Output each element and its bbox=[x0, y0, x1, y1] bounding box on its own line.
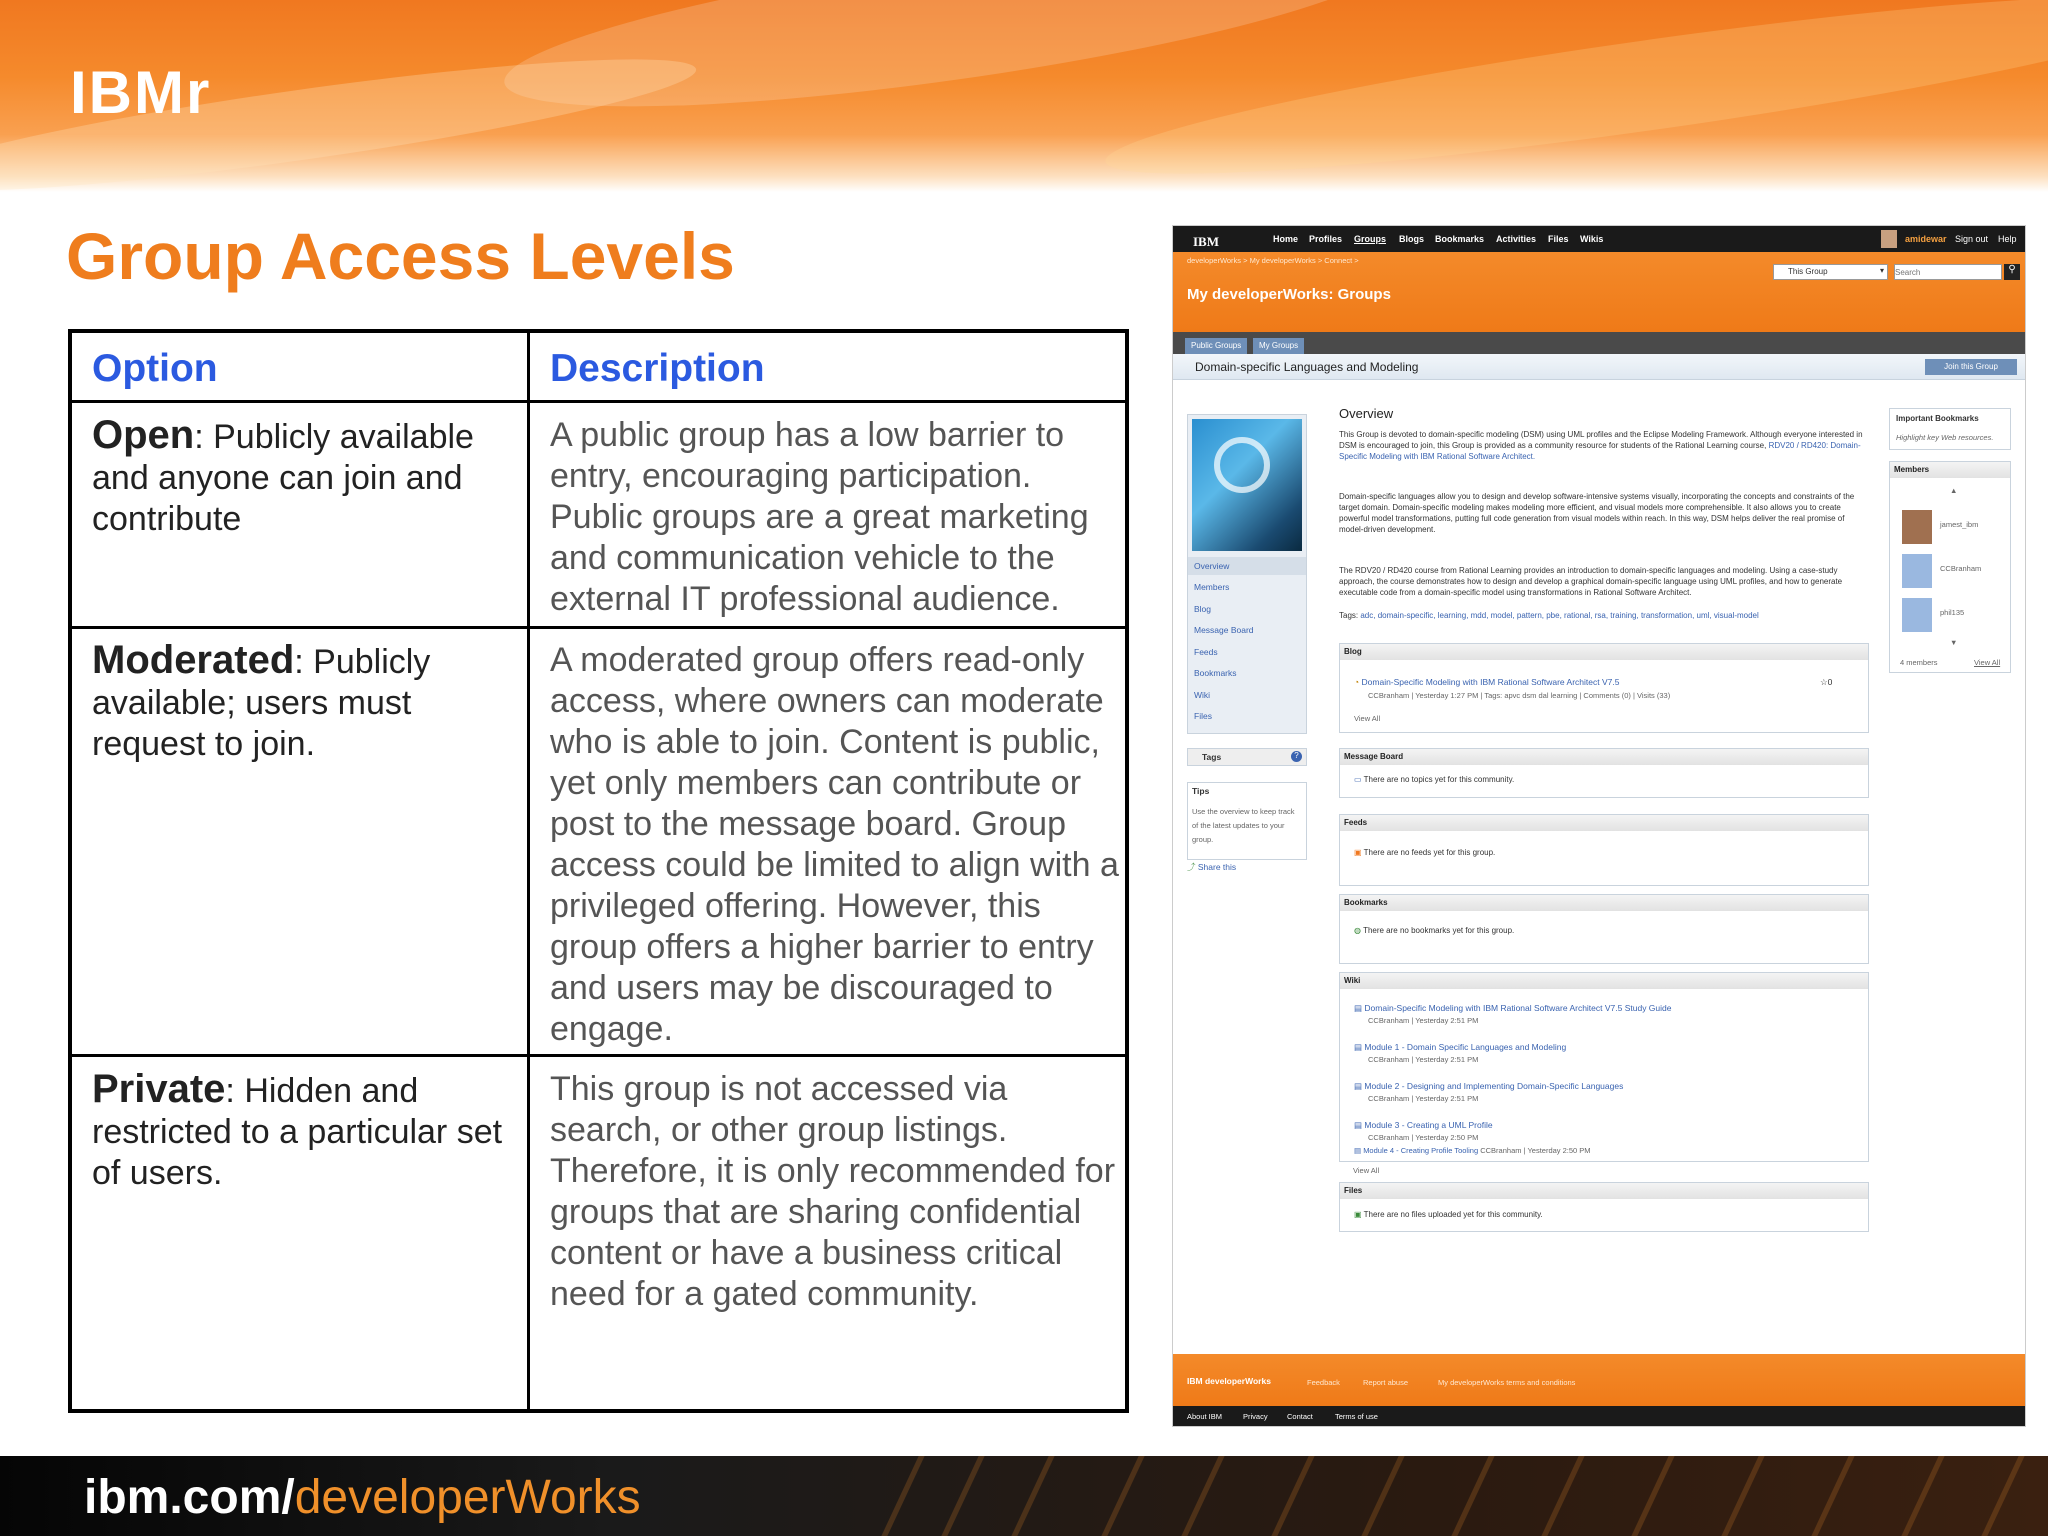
left-nav-members[interactable]: Members bbox=[1194, 582, 1230, 592]
help-link[interactable]: Help bbox=[1998, 234, 2017, 244]
option-detail: : Hidden and restricted to a particular set of users. bbox=[92, 1072, 503, 1192]
overview-title: Overview bbox=[1339, 406, 1394, 421]
member-name[interactable]: CCBranham bbox=[1940, 564, 1982, 573]
blog-entry-title: Domain-Specific Modeling with IBM Rational Software Architect V7.5 bbox=[1361, 677, 1620, 687]
wiki-view-all[interactable]: View All bbox=[1353, 1166, 1380, 1175]
footer-link[interactable]: About IBM bbox=[1187, 1412, 1223, 1421]
files-empty bbox=[1354, 1209, 1543, 1220]
member-name[interactable]: phil135 bbox=[1940, 608, 1965, 617]
access-levels-table bbox=[68, 329, 1129, 1413]
tips-panel bbox=[1187, 782, 1307, 860]
wiki-entry-title: Module 4 - Creating Profile Tooling bbox=[1363, 1146, 1479, 1155]
group-title-bar bbox=[1173, 354, 2025, 380]
chevron-down-icon: ▾ bbox=[1879, 266, 1884, 275]
top-nav-bar bbox=[1173, 226, 2025, 252]
tips-text: Use the overview to keep track of the latest updates to your group. bbox=[1192, 807, 1295, 844]
feeds-panel bbox=[1339, 814, 1869, 886]
left-nav-overview[interactable]: Overview bbox=[1194, 561, 1230, 571]
wiki-entry-meta: CCBranham | Yesterday 2:50 PM bbox=[1480, 1146, 1591, 1155]
left-nav-feeds[interactable]: Feeds bbox=[1194, 647, 1218, 657]
feeds-title: Feeds bbox=[1340, 815, 1868, 831]
wiki-page-icon: ▤ bbox=[1354, 1146, 1362, 1155]
feeds-text: There are no feeds yet for this group. bbox=[1363, 848, 1496, 857]
help-icon[interactable]: ? bbox=[1291, 751, 1302, 762]
slide-footer bbox=[0, 1456, 2048, 1536]
description-open: A public group has a low barrier to entry, encouraging participation. Public groups are a great marketing and communication vehicle to the external IT professional audience. bbox=[550, 416, 1089, 618]
bookmarks-empty bbox=[1354, 925, 1514, 936]
tags-panel[interactable] bbox=[1187, 748, 1307, 766]
nav-bookmarks[interactable]: Bookmarks bbox=[1435, 234, 1485, 244]
refresh-icon bbox=[1214, 437, 1270, 493]
wiki-entry[interactable] bbox=[1354, 1003, 1672, 1014]
footer-link[interactable]: IBM developerWorks bbox=[1187, 1376, 1271, 1386]
wiki-entry-meta: CCBranham | Yesterday 2:51 PM bbox=[1368, 1016, 1479, 1025]
join-group-button[interactable]: Join this Group bbox=[1925, 359, 2017, 375]
option-moderated bbox=[92, 640, 512, 765]
files-panel bbox=[1339, 1182, 1869, 1232]
file-icon: ▣ bbox=[1354, 1210, 1362, 1219]
important-bookmarks-text: Highlight key Web resources. bbox=[1896, 433, 1994, 442]
files-title: Files bbox=[1340, 1183, 1868, 1199]
blog-title: Blog bbox=[1340, 644, 1868, 660]
option-name: Moderated bbox=[92, 638, 295, 682]
member-count: 4 members bbox=[1900, 658, 1938, 667]
rss-icon: ▣ bbox=[1354, 848, 1362, 857]
bookmarks-title: Bookmarks bbox=[1340, 895, 1868, 911]
message-board-empty bbox=[1354, 774, 1514, 785]
nav-files[interactable]: Files bbox=[1548, 234, 1569, 244]
ibm-logo: IBMr bbox=[70, 59, 212, 126]
wiki-entry[interactable] bbox=[1354, 1081, 1623, 1092]
wiki-entry-meta: CCBranham | Yesterday 2:50 PM bbox=[1368, 1133, 1479, 1142]
blog-panel bbox=[1339, 643, 1869, 733]
members-view-all[interactable]: View All bbox=[1974, 658, 2001, 667]
nav-home[interactable]: Home bbox=[1273, 234, 1299, 244]
tab-public-groups[interactable]: Public Groups bbox=[1185, 338, 1247, 354]
footer-link[interactable]: Feedback bbox=[1307, 1378, 1340, 1387]
groups-screenshot bbox=[1172, 225, 2026, 1427]
groups-tabs bbox=[1173, 332, 2025, 354]
wiki-page-icon: ▤ bbox=[1354, 1042, 1363, 1052]
wiki-title: Wiki bbox=[1340, 973, 1868, 989]
overview-paragraph-3: The RDV20 / RD420 course from Rational Learning provides an introduction to domain-specific languages and modeling. Using a case-study approach, the course demonstrates how to design and develop a graphical domain-specific language using UML profiles, and how to generate executable code from a domain-specific model using transformations in Rational Software Architect. bbox=[1339, 566, 1843, 597]
table-column-divider bbox=[527, 333, 530, 1409]
nav-wikis[interactable]: Wikis bbox=[1580, 234, 1604, 244]
footer-link[interactable]: Terms of use bbox=[1335, 1412, 1378, 1421]
message-board-title: Message Board bbox=[1340, 749, 1868, 765]
overview-paragraph-2: Domain-specific languages allow you to design and develop software-intensive systems visually, incorporating the concepts and constraints of the target domain. Domain-specific modeling makes modeling more efficient, and visual models more comprehensible. It also allows you to create powerful model transformations, putting full code generation from visual models within reach. In this way, DSM helps deliver the real promise of model-driven development. bbox=[1339, 492, 1855, 534]
message-board-panel bbox=[1339, 748, 1869, 798]
header-option: Option bbox=[92, 347, 218, 390]
footer-link[interactable]: Report abuse bbox=[1363, 1378, 1409, 1387]
tab-my-groups[interactable]: My Groups bbox=[1253, 338, 1304, 354]
left-nav-bookmarks[interactable]: Bookmarks bbox=[1194, 668, 1237, 678]
scope-select-value: This Group bbox=[1788, 267, 1828, 276]
left-nav-panel bbox=[1187, 414, 1307, 734]
wiki-entry-title: Domain-Specific Modeling with IBM Rational Software Architect V7.5 Study Guide bbox=[1364, 1003, 1672, 1013]
table-row-divider bbox=[72, 400, 1125, 403]
signout-link[interactable]: Sign out bbox=[1955, 234, 1989, 244]
tags-label: Tags bbox=[1202, 752, 1222, 762]
wiki-entry-title: Module 2 - Designing and Implementing Domain-Specific Languages bbox=[1364, 1081, 1624, 1091]
page-footer-bar bbox=[1173, 1406, 2025, 1427]
nav-blogs[interactable]: Blogs bbox=[1399, 234, 1425, 244]
blog-entry[interactable] bbox=[1354, 677, 1619, 688]
table-row-divider bbox=[72, 1054, 1125, 1057]
url-suffix: developerWorks bbox=[294, 1471, 641, 1524]
share-icon: ⤴ bbox=[1187, 862, 1196, 872]
nav-activities[interactable]: Activities bbox=[1496, 234, 1537, 244]
wiki-page-icon: ▤ bbox=[1354, 1003, 1363, 1013]
option-open bbox=[92, 415, 512, 540]
member-avatar bbox=[1902, 598, 1932, 632]
option-detail: : Publicly available; users must request to join. bbox=[92, 643, 431, 763]
bookmarks-panel bbox=[1339, 894, 1869, 964]
slide-title: Group Access Levels bbox=[66, 219, 735, 293]
important-bookmarks-panel bbox=[1889, 408, 2011, 450]
breadcrumb[interactable]: developerWorks > My developerWorks > Connect > bbox=[1187, 256, 1359, 265]
members-panel bbox=[1889, 461, 2011, 673]
description-private: This group is not accessed via search, or other group listings. Therefore, it is only recommended for groups that are sharing confidential content or have a business critical need for a gated community. bbox=[550, 1070, 1116, 1313]
wiki-entry[interactable] bbox=[1354, 1145, 1591, 1156]
wiki-page-icon: ▤ bbox=[1354, 1081, 1363, 1091]
message-board-text: There are no topics yet for this community. bbox=[1363, 775, 1515, 784]
overview-tags bbox=[1339, 610, 1867, 621]
wiki-entry[interactable] bbox=[1354, 1042, 1566, 1053]
member-avatar bbox=[1902, 510, 1932, 544]
member-avatar bbox=[1902, 554, 1932, 588]
vote-count: 0 bbox=[1827, 677, 1833, 687]
wiki-entry-meta: CCBranham | Yesterday 2:51 PM bbox=[1368, 1094, 1479, 1103]
search-input[interactable] bbox=[1894, 264, 2002, 280]
blog-view-all[interactable]: View All bbox=[1354, 714, 1381, 723]
option-name: Open bbox=[92, 413, 195, 457]
slide-banner bbox=[0, 0, 2048, 192]
wiki-entry[interactable] bbox=[1354, 1120, 1493, 1131]
share-link[interactable] bbox=[1187, 862, 1236, 873]
feeds-empty bbox=[1354, 847, 1495, 858]
option-name: Private bbox=[92, 1067, 226, 1111]
overview-paragraph-1 bbox=[1339, 429, 1867, 462]
members-title: Members bbox=[1890, 462, 2010, 478]
user-name[interactable]: amidewar bbox=[1905, 234, 1947, 244]
tags-line-label: Tags: bbox=[1339, 611, 1359, 620]
tag-links[interactable]: adc, domain-specific, learning, mdd, model, pattern, pbe, rational, rsa, training, transformation, uml, visual-model bbox=[1360, 611, 1759, 620]
wiki-panel bbox=[1339, 972, 1869, 1162]
left-nav-message-board[interactable]: Message Board bbox=[1194, 625, 1254, 635]
course-link[interactable]: RDV20 / RD420: Domain-Specific Modeling with IBM Rational Software Architect. bbox=[1339, 441, 1861, 461]
nav-ibm-logo: IBM bbox=[1193, 234, 1219, 249]
wiki-page-icon: ▤ bbox=[1354, 1120, 1363, 1130]
wiki-entry-meta: CCBranham | Yesterday 2:51 PM bbox=[1368, 1055, 1479, 1064]
footer-link[interactable]: Contact bbox=[1287, 1412, 1313, 1421]
footer-link[interactable]: Privacy bbox=[1243, 1412, 1268, 1421]
groups-header bbox=[1173, 252, 2025, 332]
left-nav-wiki[interactable]: Wiki bbox=[1194, 690, 1211, 700]
board-icon: ▭ bbox=[1354, 775, 1362, 784]
table-row-divider bbox=[72, 626, 1125, 629]
star-icon: ☆ bbox=[1820, 677, 1828, 687]
bookmarks-text: There are no bookmarks yet for this group. bbox=[1363, 926, 1515, 935]
tips-label: Tips bbox=[1192, 786, 1210, 796]
option-private bbox=[92, 1069, 512, 1194]
user-avatar bbox=[1881, 230, 1897, 248]
scroll-up-icon[interactable]: ▲ bbox=[1950, 486, 1958, 495]
important-bookmarks-title: Important Bookmarks bbox=[1896, 414, 1979, 423]
wiki-entry-title: Module 3 - Creating a UML Profile bbox=[1364, 1120, 1493, 1130]
group-name: Domain-specific Languages and Modeling bbox=[1195, 360, 1419, 374]
globe-icon: ◍ bbox=[1354, 926, 1361, 935]
share-label: Share this bbox=[1197, 862, 1237, 872]
vote-control[interactable] bbox=[1820, 677, 1832, 688]
scroll-down-icon[interactable]: ▼ bbox=[1950, 638, 1958, 647]
ibm-developerworks-url bbox=[84, 1470, 641, 1525]
nav-profiles[interactable]: Profiles bbox=[1309, 234, 1343, 244]
footer-link[interactable]: My developerWorks terms and conditions bbox=[1438, 1378, 1576, 1387]
files-text: There are no files uploaded yet for this community. bbox=[1363, 1210, 1543, 1219]
groups-page-title: My developerWorks: Groups bbox=[1187, 286, 1391, 303]
member-name[interactable]: jamest_ibm bbox=[1940, 520, 1979, 529]
left-nav-blog[interactable]: Blog bbox=[1194, 604, 1212, 614]
wiki-entry-title: Module 1 - Domain Specific Languages and Modeling bbox=[1364, 1042, 1567, 1052]
search-icon[interactable]: ⚲ bbox=[2004, 264, 2020, 280]
left-nav-files[interactable]: Files bbox=[1194, 711, 1212, 721]
description-moderated: A moderated group offers read-only access, where owners can moderate who is able to join. Content is public, yet only members can contribute or post to the message board. Group access could be limited to align with a privileged offering. However, this group offers a higher barrier to entry and users may be discouraged to engage. bbox=[550, 641, 1119, 1048]
group-logo-image bbox=[1192, 419, 1302, 551]
page-footer bbox=[1173, 1354, 2025, 1406]
blog-icon: ◔ bbox=[1354, 677, 1360, 687]
scope-select[interactable] bbox=[1773, 264, 1888, 280]
url-prefix: ibm.com/ bbox=[84, 1471, 295, 1524]
blog-entry-meta: CCBranham | Yesterday 1:27 PM | Tags: apvc dsm dal learning | Comments (0) | Visits (33) bbox=[1368, 691, 1671, 700]
header-description: Description bbox=[550, 347, 765, 390]
nav-groups[interactable]: Groups bbox=[1354, 234, 1387, 244]
overview-p1-text: This Group is devoted to domain-specific modeling (DSM) using UML profiles and the Eclipse Modeling Framework. Although everyone interested in DSM is encouraged to join, this Group is provided as a community resource for students of the Rational Learning course, bbox=[1339, 430, 1863, 450]
option-detail: : Publicly available and anyone can join and contribute bbox=[92, 418, 474, 538]
